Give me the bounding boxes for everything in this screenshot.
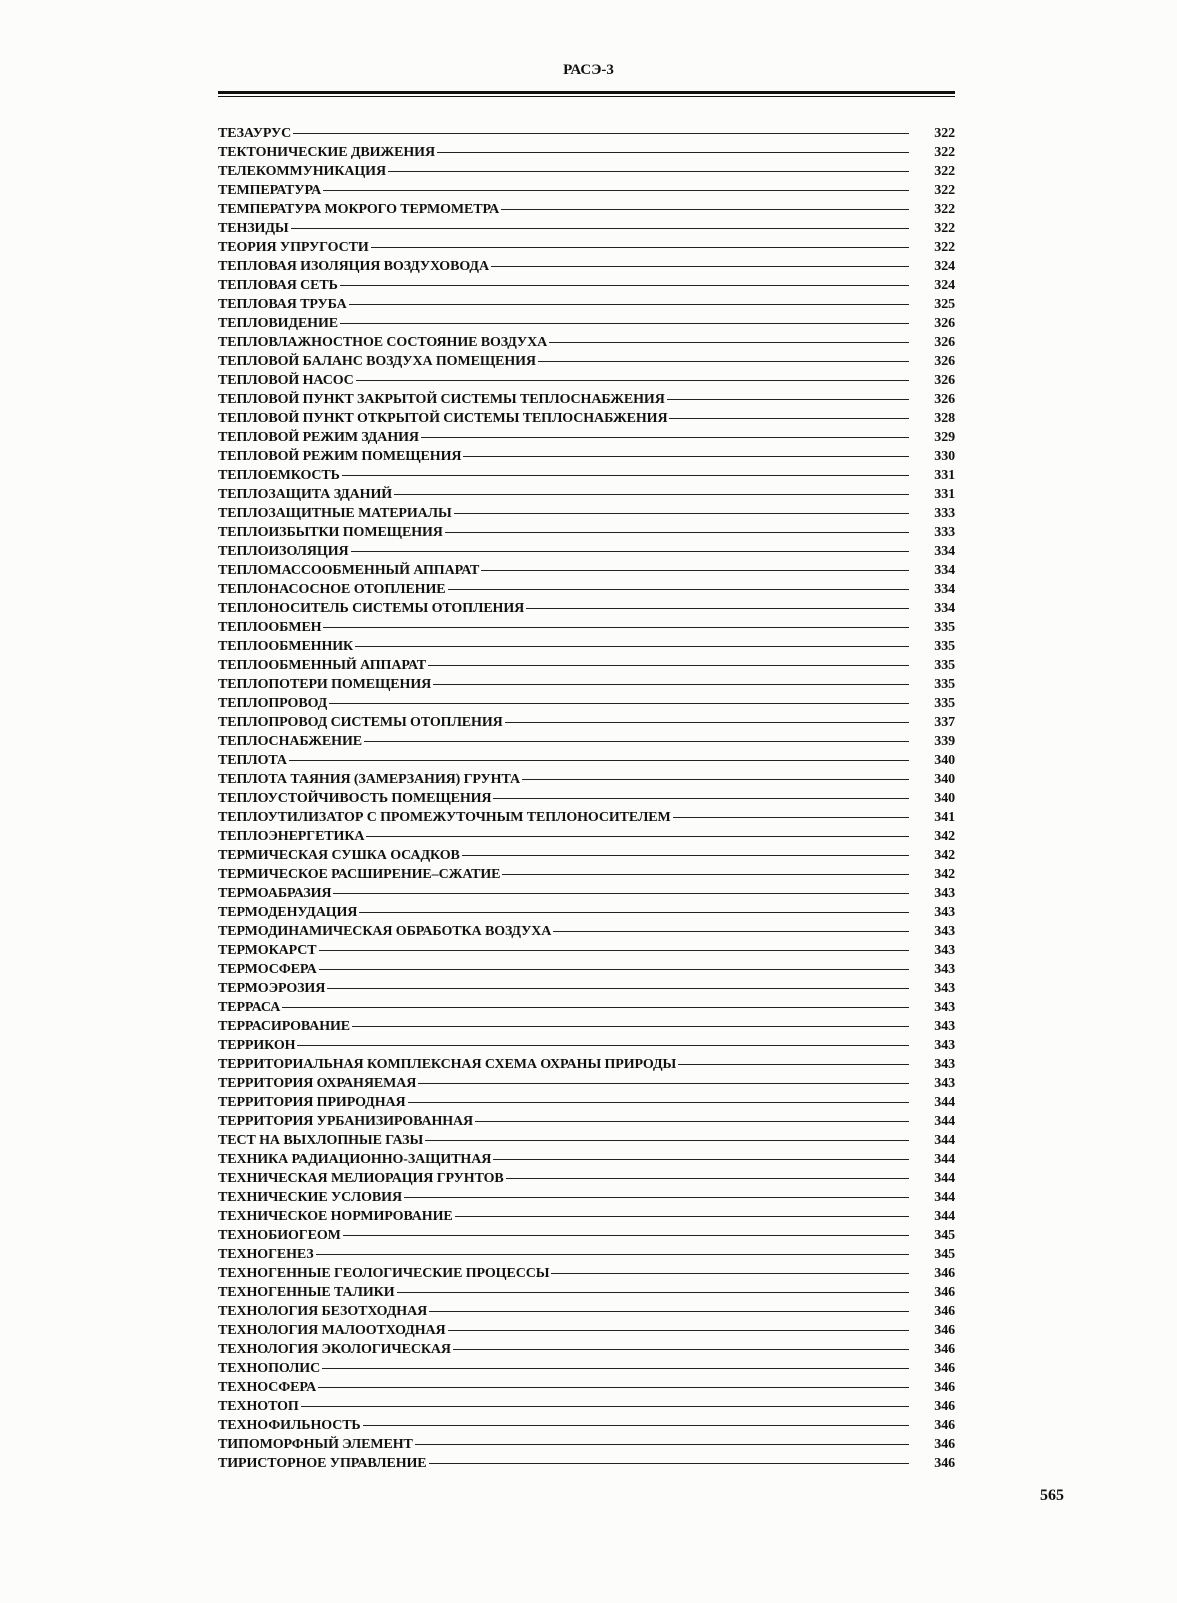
dot-leader <box>340 323 909 324</box>
index-entry-term: ТЕХНИЧЕСКАЯ МЕЛИОРАЦИЯ ГРУНТОВ <box>218 1171 504 1186</box>
dot-leader <box>493 1159 909 1160</box>
index-entry-page: 344 <box>934 1209 955 1224</box>
index-entry-page: 331 <box>934 487 955 502</box>
index-entry-page: 346 <box>934 1266 955 1281</box>
index-entry <box>218 960 955 979</box>
dot-leader <box>429 1463 909 1464</box>
index-entry-page: 326 <box>934 335 955 350</box>
index-entry-term: ТЕРРИКОН <box>218 1038 296 1053</box>
index-entry-term: ТЕПЛОСНАБЖЕНИЕ <box>218 734 362 749</box>
dot-leader <box>673 817 909 818</box>
index-entry <box>218 257 955 276</box>
index-entry-page: 342 <box>934 848 955 863</box>
index-entry-term: ТЕПЛОВАЯ СЕТЬ <box>218 278 338 293</box>
dot-leader <box>343 1235 909 1236</box>
index-entry-term: ТЕПЛОИЗБЫТКИ ПОМЕЩЕНИЯ <box>218 525 443 540</box>
index-entry-page: 343 <box>934 905 955 920</box>
index-entry-term: ТЕХНОТОП <box>218 1399 299 1414</box>
index-entry-page: 346 <box>934 1399 955 1414</box>
index-entry-page: 340 <box>934 753 955 768</box>
index-entry-term: ТЕПЛОУТИЛИЗАТОР С ПРОМЕЖУТОЧНЫМ ТЕПЛОНОСИТЕЛЕМ <box>218 810 671 825</box>
index-entry-term: ТЕРМИЧЕСКАЯ СУШКА ОСАДКОВ <box>218 848 460 863</box>
index-entry-page: 339 <box>934 734 955 749</box>
index-entry <box>218 561 955 580</box>
index-entry <box>218 504 955 523</box>
index-entry <box>218 333 955 352</box>
index-entry <box>218 808 955 827</box>
dot-leader <box>415 1444 909 1445</box>
index-entry-term: ТЕПЛОВОЙ РЕЖИМ ЗДАНИЯ <box>218 430 419 445</box>
dot-leader <box>454 513 909 514</box>
index-entry-page: 334 <box>934 563 955 578</box>
index-entry-page: 343 <box>934 1019 955 1034</box>
index-entry <box>218 1302 955 1321</box>
index-entry <box>218 447 955 466</box>
index-entry-term: ТЕПЛОЭНЕРГЕТИКА <box>218 829 365 844</box>
index-entry <box>218 1017 955 1036</box>
dot-leader <box>323 627 909 628</box>
index-entry <box>218 846 955 865</box>
index-entry-term: ТЕПЛОВОЙ НАСОС <box>218 373 354 388</box>
index-entry-term: ТЕМПЕРАТУРА МОКРОГО ТЕРМОМЕТРА <box>218 202 500 217</box>
dot-leader <box>366 836 909 837</box>
index-entry-page: 331 <box>934 468 955 483</box>
dot-leader <box>448 1330 909 1331</box>
index-entry-term: ТЕПЛОНОСИТЕЛЬ СИСТЕМЫ ОТОПЛЕНИЯ <box>218 601 525 616</box>
dot-leader <box>351 551 910 552</box>
index-entry-page: 326 <box>934 392 955 407</box>
dot-leader <box>433 684 909 685</box>
index-entry-page: 335 <box>934 658 955 673</box>
index-entry <box>218 1359 955 1378</box>
index-entry-page: 325 <box>934 297 955 312</box>
index-entry-term: ТЕПЛОВОЙ БАЛАНС ВОЗДУХА ПОМЕЩЕНИЯ <box>218 354 536 369</box>
index-entry-page: 330 <box>934 449 955 464</box>
index-entry-term: ТЕРРИТОРИЯ ПРИРОДНАЯ <box>218 1095 406 1110</box>
index-entry-term: ТЕХНОГЕННЫЕ ГЕОЛОГИЧЕСКИЕ ПРОЦЕССЫ <box>218 1266 550 1281</box>
index-entry <box>218 941 955 960</box>
index-entry <box>218 637 955 656</box>
index-entry-term: ТЕПЛООБМЕННИК <box>218 639 354 654</box>
index-entry <box>218 865 955 884</box>
dot-leader <box>408 1102 910 1103</box>
index-entry <box>218 694 955 713</box>
index-entry <box>218 371 955 390</box>
index-entry-page: 346 <box>934 1342 955 1357</box>
index-entry-term: ТЕРМОДИНАМИЧЕСКАЯ ОБРАБОТКА ВОЗДУХА <box>218 924 552 939</box>
index-entry <box>218 1378 955 1397</box>
index-entry-page: 343 <box>934 886 955 901</box>
dot-leader <box>551 1273 909 1274</box>
index-entry-page: 328 <box>934 411 955 426</box>
index-entry <box>218 1226 955 1245</box>
index-entry <box>218 523 955 542</box>
dot-leader <box>316 1254 909 1255</box>
index-entry-term: ТЕХНОЛОГИЯ МАЛООТХОДНАЯ <box>218 1323 446 1338</box>
index-entry-page: 343 <box>934 1000 955 1015</box>
index-entry-term: ТЕПЛОУСТОЙЧИВОСТЬ ПОМЕЩЕНИЯ <box>218 791 492 806</box>
dot-leader <box>493 798 909 799</box>
index-entry-term: ТЕПЛООБМЕН <box>218 620 322 635</box>
dot-leader <box>462 855 909 856</box>
dot-leader <box>282 1007 909 1008</box>
index-entry <box>218 789 955 808</box>
index-entry-page: 326 <box>934 316 955 331</box>
index-entry <box>218 998 955 1017</box>
index-entry <box>218 390 955 409</box>
dot-leader <box>429 1311 909 1312</box>
index-entry <box>218 599 955 618</box>
index-entry-page: 344 <box>934 1152 955 1167</box>
index-entry-term: ТЕРМОЭРОЗИЯ <box>218 981 326 996</box>
dot-leader <box>505 722 909 723</box>
index-entry <box>218 352 955 371</box>
index-entry-page: 346 <box>934 1456 955 1471</box>
dot-leader <box>445 532 909 533</box>
index-entry-page: 329 <box>934 430 955 445</box>
index-entry <box>218 903 955 922</box>
dot-leader <box>418 1083 909 1084</box>
index-entry-term: ТЕПЛОТА <box>218 753 287 768</box>
index-entry-term: ТЕЛЕКОММУНИКАЦИЯ <box>218 164 386 179</box>
index-entry-term: ТЕРРИТОРИАЛЬНАЯ КОМПЛЕКСНАЯ СХЕМА ОХРАНЫ ПРИРОДЫ <box>218 1057 677 1072</box>
index-entry <box>218 1245 955 1264</box>
index-entry <box>218 713 955 732</box>
index-entry-term: ТЕОРИЯ УПРУГОСТИ <box>218 240 369 255</box>
dot-leader <box>342 475 909 476</box>
dot-leader <box>491 266 909 267</box>
index-entry-page: 342 <box>934 829 955 844</box>
dot-leader <box>425 1140 909 1141</box>
index-entry-term: ТЕПЛОМАССООБМЕННЫЙ АППАРАТ <box>218 563 480 578</box>
index-entry-term: ТЕХНОБИОГЕОМ <box>218 1228 341 1243</box>
index-entry <box>218 124 955 143</box>
index-entry-term: ТЕХНОСФЕРА <box>218 1380 317 1395</box>
index-list <box>218 124 955 1473</box>
index-entry-term: ТЕПЛОВИДЕНИЕ <box>218 316 339 331</box>
index-entry-page: 342 <box>934 867 955 882</box>
index-entry-page: 322 <box>934 240 955 255</box>
dot-leader <box>421 437 909 438</box>
dot-leader <box>448 589 910 590</box>
index-entry-page: 344 <box>934 1133 955 1148</box>
index-entry-page: 333 <box>934 506 955 521</box>
index-entry-page: 335 <box>934 639 955 654</box>
dot-leader <box>526 608 909 609</box>
dot-leader <box>363 1425 909 1426</box>
index-entry <box>218 656 955 675</box>
index-entry-page: 335 <box>934 620 955 635</box>
index-entry-page: 346 <box>934 1437 955 1452</box>
index-entry-page: 343 <box>934 1076 955 1091</box>
index-entry-page: 333 <box>934 525 955 540</box>
index-entry <box>218 1131 955 1150</box>
dot-leader <box>319 950 910 951</box>
index-entry-page: 346 <box>934 1418 955 1433</box>
header-rule-thin <box>218 96 955 97</box>
index-entry <box>218 219 955 238</box>
index-entry-page: 346 <box>934 1361 955 1376</box>
index-entry <box>218 485 955 504</box>
index-entry <box>218 181 955 200</box>
index-entry-page: 326 <box>934 373 955 388</box>
index-entry-page: 337 <box>934 715 955 730</box>
dot-leader <box>502 874 909 875</box>
index-entry <box>218 827 955 846</box>
index-entry <box>218 1454 955 1473</box>
index-entry <box>218 200 955 219</box>
index-entry-term: ТЕНЗИДЫ <box>218 221 289 236</box>
index-entry <box>218 314 955 333</box>
index-entry-page: 344 <box>934 1095 955 1110</box>
index-entry <box>218 1321 955 1340</box>
index-entry-page: 346 <box>934 1285 955 1300</box>
dot-leader <box>333 893 909 894</box>
index-entry-page: 324 <box>934 278 955 293</box>
index-entry <box>218 295 955 314</box>
index-entry <box>218 979 955 998</box>
index-entry-term: ТЕКТОНИЧЕСКИЕ ДВИЖЕНИЯ <box>218 145 435 160</box>
dot-leader <box>667 399 909 400</box>
dot-leader <box>327 988 909 989</box>
dot-leader <box>364 741 909 742</box>
index-entry-page: 340 <box>934 791 955 806</box>
index-entry-page: 344 <box>934 1114 955 1129</box>
index-entry <box>218 276 955 295</box>
dot-leader <box>352 1026 909 1027</box>
dot-leader <box>549 342 909 343</box>
index-entry <box>218 580 955 599</box>
index-entry <box>218 466 955 485</box>
index-entry-term: ТЕПЛОПОТЕРИ ПОМЕЩЕНИЯ <box>218 677 432 692</box>
dot-leader <box>678 1064 909 1065</box>
index-entry-page: 343 <box>934 943 955 958</box>
index-entry <box>218 922 955 941</box>
index-entry <box>218 884 955 903</box>
index-entry-term: ТЕХНОПОЛИС <box>218 1361 321 1376</box>
dot-leader <box>522 779 909 780</box>
page-number: 565 <box>1040 1487 1064 1504</box>
running-header: РАСЭ-3 <box>563 62 614 78</box>
index-entry-term: ТИПОМОРФНЫЙ ЭЛЕМЕНТ <box>218 1437 413 1452</box>
index-entry-term: ТЕХНИЧЕСКОЕ НОРМИРОВАНИЕ <box>218 1209 453 1224</box>
dot-leader <box>291 228 909 229</box>
index-entry <box>218 1435 955 1454</box>
index-entry-page: 343 <box>934 981 955 996</box>
dot-leader <box>297 1045 909 1046</box>
index-entry-page: 343 <box>934 962 955 977</box>
dot-leader <box>394 494 909 495</box>
header-rule-thick <box>218 91 955 94</box>
index-entry-term: ТЕПЛОПРОВОД <box>218 696 328 711</box>
index-entry-term: ТЕПЛОЕМКОСТЬ <box>218 468 340 483</box>
index-entry-page: 345 <box>934 1247 955 1262</box>
index-entry-term: ТЕПЛООБМЕННЫЙ АППАРАТ <box>218 658 427 673</box>
dot-leader <box>301 1406 909 1407</box>
index-entry-page: 346 <box>934 1304 955 1319</box>
dot-leader <box>437 152 909 153</box>
index-entry-term: ТЕХНОЛОГИЯ БЕЗОТХОДНАЯ <box>218 1304 428 1319</box>
index-entry-term: ТЕМПЕРАТУРА <box>218 183 322 198</box>
index-entry <box>218 1093 955 1112</box>
index-entry-term: ТЕРРИТОРИЯ ОХРАНЯЕМАЯ <box>218 1076 417 1091</box>
index-entry-term: ТЕПЛОПРОВОД СИСТЕМЫ ОТОПЛЕНИЯ <box>218 715 503 730</box>
index-entry-term: ТЕПЛОТА ТАЯНИЯ (ЗАМЕРЗАНИЯ) ГРУНТА <box>218 772 521 787</box>
index-entry-page: 335 <box>934 677 955 692</box>
index-entry-page: 334 <box>934 601 955 616</box>
index-entry <box>218 1188 955 1207</box>
index-entry-page: 343 <box>934 924 955 939</box>
index-entry <box>218 162 955 181</box>
index-entry-page: 324 <box>934 259 955 274</box>
dot-leader <box>319 969 909 970</box>
index-entry-term: ТЕПЛОВЛАЖНОСТНОЕ СОСТОЯНИЕ ВОЗДУХА <box>218 335 548 350</box>
index-entry-term: ТЕХНИЧЕСКИЕ УСЛОВИЯ <box>218 1190 402 1205</box>
dot-leader <box>455 1216 909 1217</box>
index-entry-page: 344 <box>934 1190 955 1205</box>
index-entry-term: ТЕРРАСИРОВАНИЕ <box>218 1019 351 1034</box>
index-entry-page: 340 <box>934 772 955 787</box>
index-entry-term: ТЕРМОСФЕРА <box>218 962 317 977</box>
dot-leader <box>318 1387 909 1388</box>
dot-leader <box>463 456 909 457</box>
index-entry-term: ТЕХНОГЕННЫЕ ТАЛИКИ <box>218 1285 395 1300</box>
index-entry-page: 322 <box>934 202 955 217</box>
index-entry-term: ТЕПЛОВАЯ ИЗОЛЯЦИЯ ВОЗДУХОВОДА <box>218 259 489 274</box>
dot-leader <box>669 418 909 419</box>
index-entry <box>218 1207 955 1226</box>
dot-leader <box>404 1197 909 1198</box>
index-entry-term: ТЕПЛОЗАЩИТА ЗДАНИЙ <box>218 487 393 502</box>
index-entry-term: ТЕПЛОНАСОСНОЕ ОТОПЛЕНИЕ <box>218 582 446 597</box>
dot-leader <box>323 190 909 191</box>
dot-leader <box>340 285 909 286</box>
index-entry <box>218 1340 955 1359</box>
index-entry <box>218 1416 955 1435</box>
dot-leader <box>453 1349 909 1350</box>
dot-leader <box>349 304 909 305</box>
index-entry <box>218 409 955 428</box>
index-entry-term: ТЕХНИКА РАДИАЦИОННО-ЗАЩИТНАЯ <box>218 1152 492 1167</box>
index-entry-page: 322 <box>934 145 955 160</box>
index-entry <box>218 1283 955 1302</box>
index-entry-term: ТЕРРИТОРИЯ УРБАНИЗИРОВАННАЯ <box>218 1114 474 1129</box>
index-entry-page: 322 <box>934 183 955 198</box>
dot-leader <box>501 209 909 210</box>
dot-leader <box>388 171 909 172</box>
index-entry-term: ТЕРМОДЕНУДАЦИЯ <box>218 905 358 920</box>
index-entry <box>218 1150 955 1169</box>
index-entry-page: 335 <box>934 696 955 711</box>
index-entry-page: 341 <box>934 810 955 825</box>
index-entry-page: 322 <box>934 126 955 141</box>
index-entry <box>218 1055 955 1074</box>
index-entry-term: ТЕХНОЛОГИЯ ЭКОЛОГИЧЕСКАЯ <box>218 1342 451 1357</box>
index-entry-page: 326 <box>934 354 955 369</box>
index-entry-term: ТЕПЛОВОЙ ПУНКТ ЗАКРЫТОЙ СИСТЕМЫ ТЕПЛОСНАБЖЕНИЯ <box>218 392 665 407</box>
index-entry-term: ТЕПЛОИЗОЛЯЦИЯ <box>218 544 349 559</box>
dot-leader <box>371 247 909 248</box>
index-entry-page: 346 <box>934 1323 955 1338</box>
index-entry <box>218 751 955 770</box>
index-entry-term: ТЕРМОАБРАЗИЯ <box>218 886 332 901</box>
index-entry-term: ТЕПЛОВАЯ ТРУБА <box>218 297 347 312</box>
dot-leader <box>481 570 909 571</box>
index-entry-page: 334 <box>934 544 955 559</box>
dot-leader <box>329 703 909 704</box>
index-entry-term: ТЕПЛОВОЙ ПУНКТ ОТКРЫТОЙ СИСТЕМЫ ТЕПЛОСНАБЖЕНИЯ <box>218 411 668 426</box>
dot-leader <box>397 1292 910 1293</box>
index-entry-page: 343 <box>934 1057 955 1072</box>
dot-leader <box>475 1121 909 1122</box>
dot-leader <box>293 133 909 134</box>
index-entry-term: ТЕЗАУРУС <box>218 126 292 141</box>
index-entry <box>218 1264 955 1283</box>
index-entry <box>218 1074 955 1093</box>
dot-leader <box>322 1368 909 1369</box>
index-entry <box>218 732 955 751</box>
index-entry-term: ТЕРРАСА <box>218 1000 281 1015</box>
dot-leader <box>538 361 909 362</box>
index-entry <box>218 542 955 561</box>
dot-leader <box>356 380 909 381</box>
index-entry <box>218 618 955 637</box>
index-entry-term: ТИРИСТОРНОЕ УПРАВЛЕНИЕ <box>218 1456 427 1471</box>
index-entry-page: 343 <box>934 1038 955 1053</box>
index-entry-term: ТЕПЛОЗАЩИТНЫЕ МАТЕРИАЛЫ <box>218 506 452 521</box>
index-entry <box>218 1036 955 1055</box>
index-entry <box>218 143 955 162</box>
index-entry <box>218 1397 955 1416</box>
index-entry <box>218 1169 955 1188</box>
index-entry-term: ТЕРМОКАРСТ <box>218 943 317 958</box>
index-entry-page: 322 <box>934 221 955 236</box>
index-entry <box>218 428 955 447</box>
index-entry-page: 322 <box>934 164 955 179</box>
dot-leader <box>289 760 909 761</box>
index-entry-page: 334 <box>934 582 955 597</box>
index-entry-term: ТЕПЛОВОЙ РЕЖИМ ПОМЕЩЕНИЯ <box>218 449 462 464</box>
index-entry-page: 344 <box>934 1171 955 1186</box>
index-entry-page: 346 <box>934 1380 955 1395</box>
index-entry <box>218 770 955 789</box>
dot-leader <box>359 912 909 913</box>
index-entry-page: 345 <box>934 1228 955 1243</box>
index-entry-term: ТЕХНОФИЛЬНОСТЬ <box>218 1418 361 1433</box>
index-entry-term: ТЕХНОГЕНЕЗ <box>218 1247 314 1262</box>
index-entry-term: ТЕРМИЧЕСКОЕ РАСШИРЕНИЕ–СЖАТИЕ <box>218 867 501 882</box>
dot-leader <box>428 665 909 666</box>
dot-leader <box>553 931 909 932</box>
dot-leader <box>355 646 909 647</box>
index-entry-term: ТЕСТ НА ВЫХЛОПНЫЕ ГАЗЫ <box>218 1133 424 1148</box>
dot-leader <box>506 1178 909 1179</box>
index-entry <box>218 238 955 257</box>
index-entry <box>218 675 955 694</box>
index-entry <box>218 1112 955 1131</box>
